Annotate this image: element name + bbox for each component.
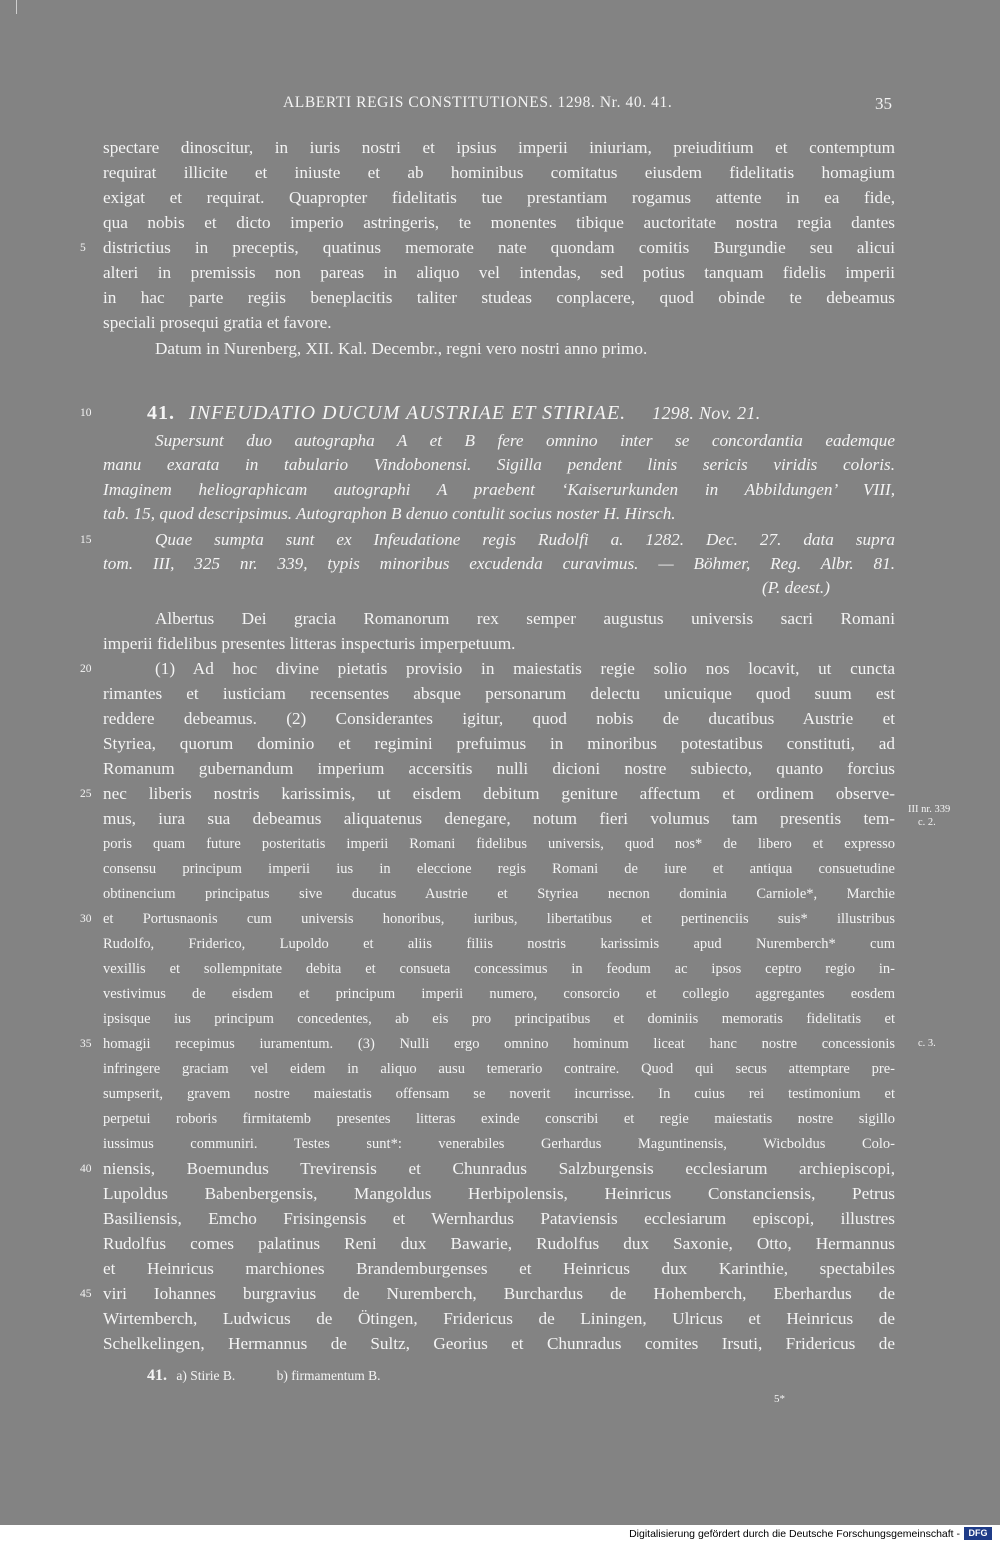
footnotes — [147, 1367, 380, 1385]
intro-line: Imaginem heliographicam autographi A praebent ‘Kaiserurkunden in Abbildungen’ VIII, — [103, 480, 895, 499]
running-header — [0, 94, 1000, 118]
intro-line: manu exarata in tabulario Vindobonensi. Sigilla pendent linis sericis viridis coloris. — [103, 455, 895, 474]
margin-note-line: c. 3. — [918, 1038, 936, 1049]
body-line: homagii recepimus iuramentum. (3) Nulli ergo omnino hominum liceat hanc nostre concessionis — [103, 1036, 895, 1052]
margin-note-line: c. 2. — [918, 817, 936, 828]
body-line: mus, iura sua debeamus aliquatenus denegare, notum fieri volumus tam presentis tem- — [103, 809, 895, 828]
body-line: Wirtemberch, Ludwicus de Ötingen, Fridericus de Liningen, Ulricus et Heinricus de — [103, 1309, 895, 1328]
datum-line: Datum in Nurenberg, XII. Kal. Decembr., regni vero nostri anno primo. — [155, 339, 648, 358]
margin-note — [918, 1037, 936, 1050]
footnote-b: b) firmamentum B. — [276, 1368, 381, 1383]
margin-note-line: III nr. 339 — [908, 804, 951, 815]
footer-credit: Digitalisierung gefördert durch die Deutsche Forschungsgemeinschaft - — [629, 1528, 960, 1540]
section-title: INFEUDATIO DUCUM AUSTRIAE ET STIRIAE. — [189, 402, 627, 424]
body-line: viri Iohannes burgravius de Nuremberch, Burchardus de Hohemberch, Eberhardus de — [103, 1284, 895, 1303]
body-line: obtinencium principatus sive ducatus Austrie et Styriea necnon dominia Carniole*, Marchie — [103, 886, 895, 902]
body-line: Styriea, quorum dominio et regimini prefuimus in minoribus potestatibus constituti, ad — [103, 734, 895, 753]
body-line: imperii fidelibus presentes litteras inspecturis imperpetuum. — [103, 634, 516, 653]
line-number: 15 — [80, 534, 92, 546]
body-line: et Heinricus marchiones Brandemburgenses et Heinricus dux Karinthie, spectabiles — [103, 1259, 895, 1278]
line-number: 20 — [80, 663, 92, 675]
signature-mark: 5* — [774, 1393, 785, 1405]
text-line: districtius in preceptis, quatinus memorate nate quondam comitis Burgundie seu alicui — [103, 238, 895, 257]
section-date: 1298. Nov. 21. — [652, 403, 761, 423]
body-line: iussimus communiri. Testes sunt*: venerabiles Gerhardus Maguntinensis, Wicboldus Colo- — [103, 1136, 895, 1152]
body-line: consensu principum imperii ius in eleccione regis Romani de iure et antiqua consuetudine — [103, 861, 895, 877]
body-line: (1) Ad hoc divine pietatis provisio in maiestatis regie solio nos locavit, ut cuncta — [155, 659, 895, 678]
body-line: infringere graciam vel eidem in aliquo ausu temerario contraire. Quod qui secus attemptare pre- — [103, 1061, 895, 1077]
text-line: exigat et requirat. Quapropter fidelitatis tue prestantiam rogamus attente in ea fide, — [103, 188, 895, 207]
text-line: requirat illicite et iniuste et ab hominibus comitatus eiusdem fidelitatis homagium — [103, 163, 895, 182]
text-line: spectare dinoscitur, in iuris nostri et ipsius imperii iniuriam, preiuditium et contemptum — [103, 138, 895, 157]
body-line: Schelkelingen, Hermannus de Sultz, Georius et Chunradus comites Irsuti, Fridericus de — [103, 1334, 895, 1353]
body-line: vexillis et sollempnitate debita et consueta concessimus in feodum ac ipsos ceptro regio in- — [103, 961, 895, 977]
intro-line: Quae sumpta sunt ex Infeudatione regis Rudolfi a. 1282. Dec. 27. data supra — [155, 530, 895, 549]
intro-pdeest: (P. deest.) — [762, 578, 830, 597]
body-line: poris quam future posteritatis imperii Romani fidelibus universis, quod nos* de libero et expresso — [103, 836, 895, 852]
body-line: perpetui roboris firmitatemb presentes litteras exinde conscribi et regie maiestatis nostre sigillo — [103, 1111, 895, 1127]
line-number: 25 — [80, 788, 92, 800]
section-number: 41. — [147, 402, 175, 424]
line-number: 10 — [80, 407, 92, 419]
body-line: nec liberis nostris karissimis, ut eisdem debitum geniture affectum et ordinem observe- — [103, 784, 895, 803]
body-line: niensis, Boemundus Trevirensis et Chunradus Salzburgensis ecclesiarum archiepiscopi, — [103, 1159, 895, 1178]
body-line: Albertus Dei gracia Romanorum rex semper augustus universis sacri Romani — [155, 609, 895, 628]
margin-note — [908, 803, 950, 829]
body-line: Lupoldus Babenbergensis, Mangoldus Herbipolensis, Heinricus Constanciensis, Petrus — [103, 1184, 895, 1203]
intro-line: tom. III, 325 nr. 339, typis minoribus excudenda curavimus. — Böhmer, Reg. Albr. 81. — [103, 554, 895, 573]
footer-bar — [0, 1525, 1000, 1543]
line-number: 30 — [80, 913, 92, 925]
running-title: ALBERTI REGIS CONSTITUTIONES. 1298. Nr. 40. 41. — [283, 94, 673, 111]
body-line: vestivimus de eisdem et principum imperii numero, consorcio et collegio aggregantes eosdem — [103, 986, 895, 1002]
body-line: reddere debeamus. (2) Considerantes igitur, quod nobis de ducatibus Austrie et — [103, 709, 895, 728]
scan-mark — [16, 0, 17, 14]
body-line: Rudolfo, Friderico, Lupoldo et aliis filiis nostris karissimis apud Nuremberch* cum — [103, 936, 895, 952]
body-line: Basiliensis, Emcho Frisingensis et Wernhardus Pataviensis ecclesiarum episcopi, illustres — [103, 1209, 895, 1228]
text-line: in hac parte regiis beneplacitis taliter studeas conplacere, quod obinde te debeamus — [103, 288, 895, 307]
line-number: 45 — [80, 1288, 92, 1300]
section-heading — [147, 398, 895, 428]
intro-line: tab. 15, quod descripsimus. Autographon B denuo contulit socius noster H. Hirsch. — [103, 504, 676, 523]
body-line: rimantes et iusticiam recensentes absque personarum delectu unicuique quod suum est — [103, 684, 895, 703]
text-line: alteri in premissis non pareas in aliquo vel intendas, sed potius tanquam fidelis imperii — [103, 263, 895, 282]
body-line: et Portusnaonis cum universis honoribus, iuribus, libertatibus et pertinenciis suis* illustribus — [103, 911, 895, 927]
body-line: Romanum gubernandum imperium accersitis nulli dicioni nostre subiecto, quanto forcius — [103, 759, 895, 778]
text-line: qua nobis et dicto imperio astringeris, te monentes tibique auctoritate nostra regia dantes — [103, 213, 895, 232]
body-line: sumpserit, gravem nostre maiestatis offensam se noverit incurrisse. In cuius rei testimonium et — [103, 1086, 895, 1102]
line-number: 5 — [80, 242, 86, 254]
body-line: ipsisque ius principum concedentes, ab eis pro principatibus et dominiis memoratis fidelitatis et — [103, 1011, 895, 1027]
line-number: 40 — [80, 1163, 92, 1175]
text-line: speciali prosequi gratia et favore. — [103, 313, 332, 332]
footnote-number: 41. — [147, 1367, 167, 1384]
footnote-a: a) Stirie B. — [176, 1368, 236, 1383]
body-line: Rudolfus comes palatinus Reni dux Bawarie, Rudolfus dux Saxonie, Otto, Hermannus — [103, 1234, 895, 1253]
line-number: 35 — [80, 1038, 92, 1050]
page-number: 35 — [875, 94, 892, 113]
intro-line: Supersunt duo autographa A et B fere omnino inter se concordantia eademque — [155, 431, 895, 450]
dfg-logo[interactable]: DFG — [964, 1527, 992, 1540]
